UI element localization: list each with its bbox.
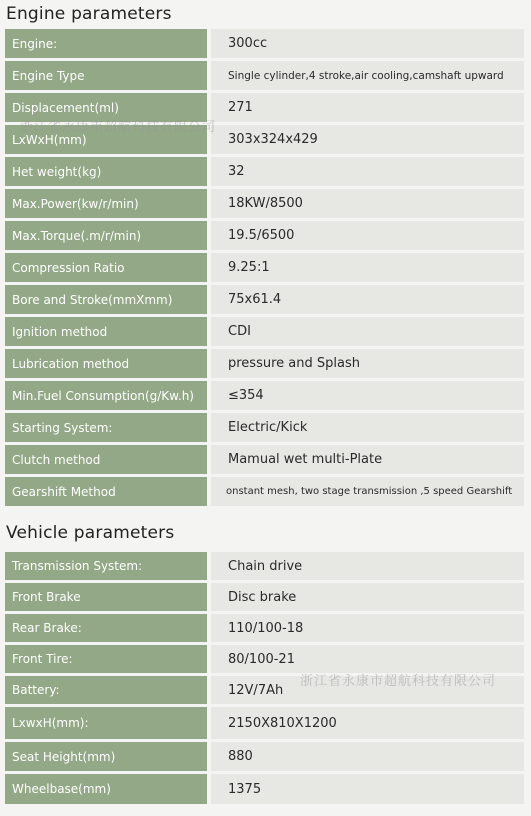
table-row [5,707,524,739]
row-value: 12V/7Ah [211,676,524,704]
vehicle-parameters-table [5,552,524,808]
row-label: Transmission System: [5,552,207,580]
row-label: Engine: [5,29,207,58]
row-value: 303x324x429 [211,125,524,154]
table-row [5,413,524,442]
row-value: Disc brake [211,583,524,611]
table-row [5,445,524,474]
row-value: pressure and Splash [211,349,524,378]
row-value: 80/100-21 [211,645,524,673]
row-label: Clutch method [5,445,207,474]
table-row [5,477,524,506]
table-row [5,253,524,282]
table-row [5,285,524,314]
table-row [5,221,524,250]
table-row [5,157,524,186]
row-label: Displacement(ml) [5,93,207,122]
row-label: Max.Power(kw/r/min) [5,189,207,218]
row-value: 110/100-18 [211,614,524,642]
table-row [5,29,524,58]
row-label: Compression Ratio [5,253,207,282]
row-value: 19.5/6500 [211,221,524,250]
table-row [5,583,524,611]
row-value: 2150X810X1200 [211,707,524,739]
table-row [5,189,524,218]
row-value: 300cc [211,29,524,58]
row-value: 271 [211,93,524,122]
row-label: Lubrication method [5,349,207,378]
table-row [5,774,524,804]
vehicle-section-title: Vehicle parameters [6,523,175,543]
row-label: Rear Brake: [5,614,207,642]
engine-section-title: Engine parameters [6,4,172,24]
row-label: Min.Fuel Consumption(g/Kw.h) [5,381,207,410]
row-value: 9.25:1 [211,253,524,282]
row-value: CDI [211,317,524,346]
row-label: Bore and Stroke(mmXmm) [5,285,207,314]
row-label: Het weight(kg) [5,157,207,186]
row-value: 75x61.4 [211,285,524,314]
row-value: onstant mesh, two stage transmission ,5 speed Gearshift [211,477,524,506]
row-value: 880 [211,742,524,771]
table-row [5,61,524,90]
table-row [5,125,524,154]
row-value: Mamual wet multi-Plate [211,445,524,474]
watermark-text: 浙江省永康市超航科技有限公司 [20,120,217,135]
table-row [5,381,524,410]
row-value: ≤354 [211,381,524,410]
row-label: LxWxH(mm) [5,125,207,154]
row-label: Starting System: [5,413,207,442]
row-label: Ignition method [5,317,207,346]
row-value: 1375 [211,774,524,804]
row-value: 32 [211,157,524,186]
row-label: Battery: [5,676,207,704]
row-value: 18KW/8500 [211,189,524,218]
row-label: Seat Height(mm) [5,742,207,771]
table-row [5,676,524,704]
table-row [5,614,524,642]
engine-parameters-table [5,29,524,509]
row-label: Front Brake [5,583,207,611]
row-label: Max.Torque(.m/r/min) [5,221,207,250]
row-label: LxwxH(mm): [5,707,207,739]
table-row [5,742,524,771]
row-label: Wheelbase(mm) [5,774,207,804]
row-value: Electric/Kick [211,413,524,442]
row-label: Gearshift Method [5,477,207,506]
watermark-text: 浙江省永康市超航科技有限公司 [300,674,497,689]
table-row [5,645,524,673]
row-value: Single cylinder,4 stroke,air cooling,camshaft upward [211,61,524,90]
row-label: Engine Type [5,61,207,90]
table-row [5,349,524,378]
row-label: Front Tire: [5,645,207,673]
table-row [5,93,524,122]
row-value: Chain drive [211,552,524,580]
table-row [5,317,524,346]
table-row [5,552,524,580]
